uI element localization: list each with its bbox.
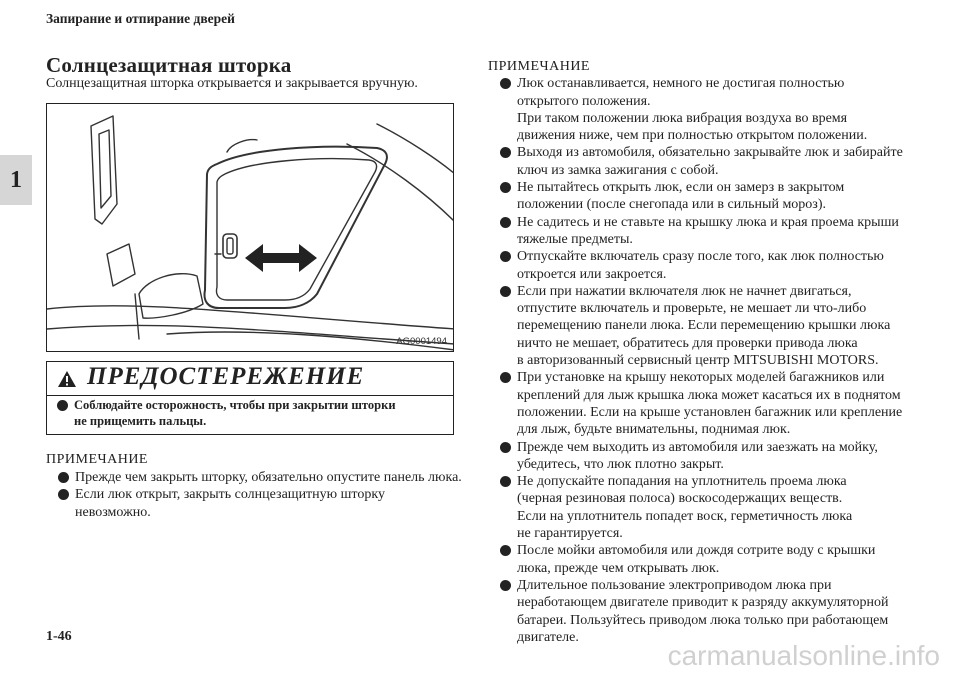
- note-right: [488, 58, 908, 646]
- bullet-icon: [500, 442, 511, 453]
- bullet-icon: [500, 147, 511, 158]
- note-line: не гарантируется.: [517, 526, 623, 542]
- bullet-icon: [57, 400, 68, 411]
- warning-title: ПРЕДОСТЕРЕЖЕНИЕ: [87, 363, 365, 390]
- note-item: [488, 248, 908, 283]
- note-list: [488, 75, 908, 646]
- bullet-icon: [500, 545, 511, 556]
- note-item: [488, 283, 908, 369]
- chapter-number: 1: [10, 166, 22, 193]
- note-item: [488, 144, 908, 179]
- watermark: carmanualsonline.info: [667, 640, 940, 671]
- note-line: откроется или закроется.: [517, 266, 667, 282]
- bullet-icon: [500, 476, 511, 487]
- note-item: [488, 577, 908, 646]
- note-item: Если люк открыт, закрыть солнцезащитную шторку невозможно.: [46, 486, 466, 521]
- warning-header: [47, 362, 453, 396]
- note-line: Люк останавливается, немного не достигая полностью: [517, 76, 845, 92]
- note-line: отпустите включатель и проверьте, не мешает ли что-либо: [517, 301, 867, 317]
- note-line: перемещению панели люка. Если перемещению крышки люка: [517, 318, 891, 334]
- warning-box: [46, 361, 454, 435]
- note-line: положении (после снегопада или в сильный мороз).: [517, 197, 826, 213]
- note-line: (черная резиновая полоса) воскосодержащих веществ.: [517, 491, 843, 507]
- note-item: [488, 179, 908, 214]
- note-line: Если на уплотнитель попадет воск, герметичность люка: [517, 508, 853, 524]
- note-heading: ПРИМЕЧАНИЕ: [488, 59, 590, 74]
- note-line: Не допускайте попадания на уплотнитель проема люка: [517, 474, 847, 490]
- note-line: ничто не мешает, обратитесь для проверки привода люка: [517, 335, 858, 351]
- bullet-icon: [58, 489, 69, 500]
- note-line: положении. Если на крыше установлен багажник или крепление: [517, 404, 903, 420]
- note-item: [488, 214, 908, 249]
- warning-text: [57, 397, 445, 429]
- figure-code: AG0001494: [396, 336, 447, 347]
- note-line: батареи. Пользуйтесь приводом люка только при работающем: [517, 612, 889, 628]
- note-line: Длительное пользование электроприводом люка при: [517, 577, 832, 593]
- note-line: Не садитесь и не ставьте на крышку люка и края проема крыши: [517, 214, 899, 230]
- note-line: двигателе.: [517, 629, 579, 645]
- note-line: Прежде чем выходить из автомобиля или заезжать на мойку,: [517, 439, 878, 455]
- bullet-icon: [500, 217, 511, 228]
- note-line: убедитесь, что люк плотно закрыт.: [517, 456, 724, 472]
- note-line: Не пытайтесь открыть люк, если он замерз в закрытом: [517, 180, 845, 196]
- bullet-icon: [58, 472, 69, 483]
- note-item: [488, 542, 908, 577]
- note-line: После мойки автомобиля или дождя сотрите воду с крышки: [517, 543, 876, 559]
- bullet-icon: [500, 182, 511, 193]
- page-header-title: Запирание и отпирание дверей: [46, 11, 235, 26]
- bullet-icon: [500, 251, 511, 262]
- section-title: Солнцезащитная шторка: [46, 53, 292, 77]
- warning-item: Соблюдайте осторожность, чтобы при закрытии шторки не прищемить пальцы.: [57, 397, 445, 429]
- note-heading: ПРИМЕЧАНИЕ: [46, 452, 148, 467]
- bullet-icon: [500, 286, 511, 297]
- bullet-icon: [500, 78, 511, 89]
- note-line: неработающем двигателе приводит к разряду аккумуляторной: [517, 595, 889, 611]
- section-intro: Солнцезащитная шторка открывается и закрывается вручную.: [46, 76, 418, 91]
- sunroof-drawing: [47, 104, 454, 352]
- note-line: креплений для лыж крышка люка может касаться их в поднятом: [517, 387, 901, 403]
- note-line: движения ниже, чем при полностью открытом положении.: [517, 128, 868, 144]
- note-line: Отпускайте включатель сразу после того, как люк полностью: [517, 249, 884, 265]
- note-item: [488, 369, 908, 438]
- note-line: люка, прежде чем открывать люк.: [517, 560, 720, 576]
- note-item: [488, 439, 908, 474]
- note-item: [488, 473, 908, 542]
- sunshade-illustration: [46, 103, 454, 352]
- note-line: Если при нажатии включателя люк не начнет двигаться,: [517, 283, 852, 299]
- bullet-icon: [500, 372, 511, 383]
- warning-triangle-icon: [57, 370, 77, 388]
- note-item: Прежде чем закрыть шторку, обязательно опустите панель люка.: [46, 469, 466, 487]
- note-line: открытого положения.: [517, 93, 651, 109]
- note-line: При установке на крышу некоторых моделей багажников или: [517, 370, 885, 386]
- chapter-tab: [0, 155, 32, 205]
- note-line: для лыж, будьте внимательны, поднимая люк.: [517, 422, 791, 438]
- note-line: в авторизованный сервисный центр MITSUBISHI MOTORS.: [517, 353, 879, 369]
- note-line: ключ из замка зажигания с собой.: [517, 162, 719, 178]
- note-line: Выходя из автомобиля, обязательно закрывайте люк и забирайте: [517, 145, 903, 161]
- note-item: [488, 75, 908, 144]
- note-left: [46, 451, 466, 521]
- bullet-icon: [500, 580, 511, 591]
- note-line: При таком положении люка вибрация воздуха во время: [517, 110, 848, 126]
- note-line: тяжелые предметы.: [517, 231, 633, 247]
- page-number: 1-46: [46, 629, 72, 644]
